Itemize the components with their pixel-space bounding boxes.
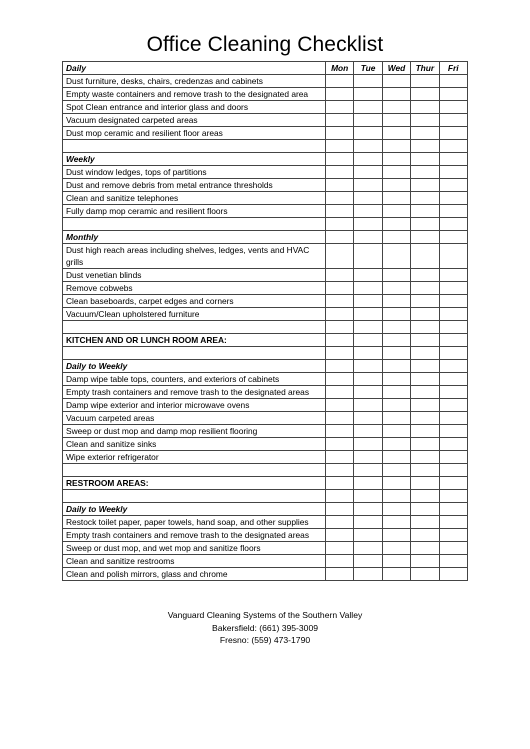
footer-bakersfield-phone: Bakersfield: (661) 395-3009: [211, 622, 319, 633]
check-cell-fri[interactable]: [439, 166, 467, 179]
check-cell-thur[interactable]: [411, 127, 439, 140]
task-label: Wipe exterior refrigerator: [63, 451, 326, 464]
check-cell-fri[interactable]: [439, 425, 467, 438]
check-cell-wed[interactable]: [382, 542, 410, 555]
check-cell-thur: [411, 321, 439, 334]
task-row: [63, 295, 468, 308]
check-cell-thur[interactable]: [411, 542, 439, 555]
task-row: [63, 114, 468, 127]
check-cell-tue[interactable]: [354, 542, 382, 555]
check-cell-wed: [382, 153, 410, 166]
task-row: [63, 568, 468, 581]
task-label: Sweep or dust mop, and wet mop and sanitize floors: [63, 542, 326, 555]
check-cell-mon[interactable]: [326, 516, 354, 529]
check-cell-wed[interactable]: [382, 244, 410, 269]
section-row: [63, 153, 468, 166]
check-cell-fri[interactable]: [439, 75, 467, 88]
blank-row: [63, 490, 468, 503]
check-cell-wed: [382, 464, 410, 477]
check-cell-mon: [326, 321, 354, 334]
task-row: [63, 166, 468, 179]
check-cell-fri[interactable]: [439, 101, 467, 114]
check-cell-thur[interactable]: [411, 101, 439, 114]
check-cell-tue[interactable]: [354, 555, 382, 568]
check-cell-tue[interactable]: [354, 166, 382, 179]
check-cell-thur: [411, 490, 439, 503]
check-cell-tue[interactable]: [354, 101, 382, 114]
task-row: [63, 399, 468, 412]
section-label: Daily to Weekly: [63, 360, 326, 373]
check-cell-tue: [354, 503, 382, 516]
check-cell-wed[interactable]: [382, 555, 410, 568]
check-cell-wed[interactable]: [382, 205, 410, 218]
check-cell-mon: [326, 490, 354, 503]
check-cell-tue: [354, 464, 382, 477]
task-label: Spot Clean entrance and interior glass and doors: [63, 101, 326, 114]
check-cell-fri[interactable]: [439, 127, 467, 140]
task-label: Vacuum designated carpeted areas: [63, 114, 326, 127]
area-row: [63, 334, 468, 347]
check-cell-wed: [382, 334, 410, 347]
check-cell-mon: [326, 334, 354, 347]
blank-row: [63, 140, 468, 153]
check-cell-thur: [411, 503, 439, 516]
check-cell-thur: [411, 360, 439, 373]
section-row: [63, 503, 468, 516]
check-cell-mon[interactable]: [326, 269, 354, 282]
blank-cell: [63, 490, 326, 503]
check-cell-thur[interactable]: [411, 88, 439, 101]
check-cell-fri[interactable]: [439, 412, 467, 425]
check-cell-tue[interactable]: [354, 438, 382, 451]
check-cell-thur: [411, 231, 439, 244]
task-row: [63, 451, 468, 464]
check-cell-wed: [382, 360, 410, 373]
page-title: Office Cleaning Checklist: [146, 33, 384, 56]
check-cell-mon: [326, 153, 354, 166]
task-label: Restock toilet paper, paper towels, hand soap, and other supplies: [63, 516, 326, 529]
check-cell-mon[interactable]: [326, 244, 354, 269]
check-cell-tue[interactable]: [354, 295, 382, 308]
blank-cell: [63, 218, 326, 231]
section-row: [63, 62, 468, 75]
check-cell-thur: [411, 464, 439, 477]
check-cell-mon[interactable]: [326, 75, 354, 88]
check-cell-tue[interactable]: [354, 529, 382, 542]
task-label: Clean and polish mirrors, glass and chrome: [63, 568, 326, 581]
check-cell-fri[interactable]: [439, 308, 467, 321]
check-cell-thur[interactable]: [411, 269, 439, 282]
task-label: Empty trash containers and remove trash to the designated areas: [63, 386, 326, 399]
check-cell-thur[interactable]: [411, 425, 439, 438]
task-row: [63, 425, 468, 438]
check-cell-thur[interactable]: [411, 555, 439, 568]
check-cell-fri[interactable]: [439, 542, 467, 555]
check-cell-fri: [439, 464, 467, 477]
section-label: Monthly: [63, 231, 326, 244]
check-cell-tue[interactable]: [354, 373, 382, 386]
check-cell-wed: [382, 321, 410, 334]
task-label: Fully damp mop ceramic and resilient floors: [63, 205, 326, 218]
task-label: Clean and sanitize sinks: [63, 438, 326, 451]
task-row: [63, 516, 468, 529]
check-cell-mon[interactable]: [326, 542, 354, 555]
check-cell-wed[interactable]: [382, 75, 410, 88]
check-cell-tue[interactable]: [354, 451, 382, 464]
day-header-tue: Tue: [354, 62, 382, 75]
day-header-fri: Fri: [439, 62, 467, 75]
check-cell-wed[interactable]: [382, 451, 410, 464]
check-cell-mon: [326, 231, 354, 244]
check-cell-wed: [382, 347, 410, 360]
check-cell-mon[interactable]: [326, 114, 354, 127]
task-label: Dust venetian blinds: [63, 269, 326, 282]
check-cell-wed[interactable]: [382, 568, 410, 581]
checklist-body: [63, 62, 468, 581]
task-row: [63, 282, 468, 295]
task-row: [63, 373, 468, 386]
check-cell-mon[interactable]: [326, 295, 354, 308]
task-row: [63, 269, 468, 282]
check-cell-fri: [439, 218, 467, 231]
check-cell-fri: [439, 334, 467, 347]
check-cell-fri[interactable]: [439, 568, 467, 581]
check-cell-thur: [411, 477, 439, 490]
check-cell-mon[interactable]: [326, 308, 354, 321]
check-cell-wed[interactable]: [382, 386, 410, 399]
check-cell-mon: [326, 218, 354, 231]
check-cell-thur[interactable]: [411, 295, 439, 308]
task-label: Sweep or dust mop and damp mop resilient flooring: [63, 425, 326, 438]
check-cell-mon[interactable]: [326, 529, 354, 542]
check-cell-mon[interactable]: [326, 179, 354, 192]
check-cell-tue[interactable]: [354, 282, 382, 295]
check-cell-thur[interactable]: [411, 308, 439, 321]
check-cell-tue: [354, 218, 382, 231]
check-cell-mon: [326, 464, 354, 477]
day-header-mon: Mon: [326, 62, 354, 75]
check-cell-tue[interactable]: [354, 114, 382, 127]
task-row: [63, 179, 468, 192]
section-label: Daily to Weekly: [63, 503, 326, 516]
check-cell-tue[interactable]: [354, 425, 382, 438]
check-cell-wed[interactable]: [382, 114, 410, 127]
footer: [0, 609, 530, 647]
check-cell-thur[interactable]: [411, 568, 439, 581]
check-cell-mon: [326, 347, 354, 360]
check-cell-mon[interactable]: [326, 192, 354, 205]
task-row: [63, 412, 468, 425]
check-cell-wed: [382, 503, 410, 516]
check-cell-wed[interactable]: [382, 166, 410, 179]
section-label: Daily: [63, 62, 326, 75]
check-cell-fri: [439, 231, 467, 244]
check-cell-tue[interactable]: [354, 412, 382, 425]
check-cell-wed: [382, 490, 410, 503]
check-cell-fri: [439, 321, 467, 334]
check-cell-tue[interactable]: [354, 269, 382, 282]
check-cell-fri: [439, 153, 467, 166]
footer-fresno-phone: Fresno: (559) 473-1790: [219, 635, 311, 645]
check-cell-mon[interactable]: [326, 101, 354, 114]
check-cell-fri[interactable]: [439, 451, 467, 464]
check-cell-wed: [382, 140, 410, 153]
check-cell-tue[interactable]: [354, 192, 382, 205]
check-cell-mon[interactable]: [326, 88, 354, 101]
check-cell-thur[interactable]: [411, 412, 439, 425]
check-cell-tue: [354, 231, 382, 244]
check-cell-thur[interactable]: [411, 451, 439, 464]
check-cell-tue: [354, 334, 382, 347]
check-cell-fri[interactable]: [439, 192, 467, 205]
check-cell-mon: [326, 360, 354, 373]
section-label: Weekly: [63, 153, 326, 166]
task-label: Clean and sanitize restrooms: [63, 555, 326, 568]
check-cell-mon: [326, 477, 354, 490]
check-cell-thur[interactable]: [411, 529, 439, 542]
check-cell-tue[interactable]: [354, 179, 382, 192]
check-cell-wed: [382, 231, 410, 244]
check-cell-wed[interactable]: [382, 425, 410, 438]
section-row: [63, 360, 468, 373]
task-label: Empty trash containers and remove trash to the designated areas: [63, 529, 326, 542]
day-header-thur: Thur: [411, 62, 439, 75]
section-row: [63, 231, 468, 244]
blank-row: [63, 321, 468, 334]
check-cell-thur[interactable]: [411, 373, 439, 386]
task-label: Clean and sanitize telephones: [63, 192, 326, 205]
check-cell-tue[interactable]: [354, 88, 382, 101]
task-label: Dust window ledges, tops of partitions: [63, 166, 326, 179]
task-label: Dust and remove debris from metal entrance thresholds: [63, 179, 326, 192]
area-label: RESTROOM AREAS:: [63, 477, 326, 490]
check-cell-tue[interactable]: [354, 127, 382, 140]
check-cell-thur[interactable]: [411, 282, 439, 295]
check-cell-mon: [326, 140, 354, 153]
check-cell-mon[interactable]: [326, 568, 354, 581]
task-row: [63, 127, 468, 140]
task-label: Damp wipe table tops, counters, and exteriors of cabinets: [63, 373, 326, 386]
check-cell-tue: [354, 153, 382, 166]
check-cell-fri: [439, 140, 467, 153]
blank-row: [63, 464, 468, 477]
check-cell-wed[interactable]: [382, 282, 410, 295]
check-cell-tue: [354, 490, 382, 503]
check-cell-mon[interactable]: [326, 412, 354, 425]
task-label: Damp wipe exterior and interior microwave ovens: [63, 399, 326, 412]
check-cell-fri[interactable]: [439, 438, 467, 451]
task-label: Vacuum/Clean upholstered furniture: [63, 308, 326, 321]
task-row: [63, 192, 468, 205]
task-row: [63, 75, 468, 88]
check-cell-tue: [354, 347, 382, 360]
check-cell-thur[interactable]: [411, 386, 439, 399]
check-cell-fri[interactable]: [439, 555, 467, 568]
check-cell-fri[interactable]: [439, 295, 467, 308]
area-row: [63, 477, 468, 490]
check-cell-wed[interactable]: [382, 88, 410, 101]
check-cell-fri[interactable]: [439, 88, 467, 101]
blank-row: [63, 218, 468, 231]
check-cell-tue[interactable]: [354, 308, 382, 321]
check-cell-thur: [411, 218, 439, 231]
check-cell-thur[interactable]: [411, 192, 439, 205]
check-cell-fri: [439, 503, 467, 516]
check-cell-wed[interactable]: [382, 516, 410, 529]
check-cell-fri[interactable]: [439, 205, 467, 218]
task-row: [63, 542, 468, 555]
check-cell-wed: [382, 218, 410, 231]
check-cell-mon[interactable]: [326, 425, 354, 438]
check-cell-fri[interactable]: [439, 399, 467, 412]
check-cell-mon[interactable]: [326, 127, 354, 140]
check-cell-wed: [382, 477, 410, 490]
check-cell-wed[interactable]: [382, 529, 410, 542]
check-cell-tue[interactable]: [354, 75, 382, 88]
day-header-wed: Wed: [382, 62, 410, 75]
check-cell-tue[interactable]: [354, 399, 382, 412]
footer-company: Vanguard Cleaning Systems of the Southern Valley: [167, 610, 363, 620]
check-cell-thur: [411, 334, 439, 347]
check-cell-fri: [439, 477, 467, 490]
check-cell-tue: [354, 477, 382, 490]
check-cell-tue[interactable]: [354, 568, 382, 581]
check-cell-tue[interactable]: [354, 386, 382, 399]
check-cell-wed[interactable]: [382, 295, 410, 308]
blank-cell: [63, 321, 326, 334]
task-label: Dust furniture, desks, chairs, credenzas and cabinets: [63, 75, 326, 88]
check-cell-thur: [411, 153, 439, 166]
check-cell-mon[interactable]: [326, 555, 354, 568]
task-label: Dust high reach areas including shelves, ledges, vents and HVAC grills: [63, 244, 326, 269]
task-row: [63, 555, 468, 568]
check-cell-fri[interactable]: [439, 516, 467, 529]
check-cell-fri[interactable]: [439, 282, 467, 295]
check-cell-fri[interactable]: [439, 386, 467, 399]
area-label: KITCHEN AND OR LUNCH ROOM AREA:: [63, 334, 326, 347]
check-cell-tue[interactable]: [354, 205, 382, 218]
task-row: [63, 438, 468, 451]
task-label: Clean baseboards, carpet edges and corners: [63, 295, 326, 308]
check-cell-wed[interactable]: [382, 269, 410, 282]
check-cell-mon[interactable]: [326, 399, 354, 412]
check-cell-mon[interactable]: [326, 451, 354, 464]
check-cell-thur[interactable]: [411, 205, 439, 218]
check-cell-wed[interactable]: [382, 308, 410, 321]
check-cell-mon: [326, 503, 354, 516]
check-cell-thur: [411, 140, 439, 153]
check-cell-mon[interactable]: [326, 438, 354, 451]
task-label: Remove cobwebs: [63, 282, 326, 295]
check-cell-thur[interactable]: [411, 244, 439, 269]
task-label: Dust mop ceramic and resilient floor areas: [63, 127, 326, 140]
task-row: [63, 529, 468, 542]
check-cell-thur[interactable]: [411, 516, 439, 529]
task-row: [63, 88, 468, 101]
blank-cell: [63, 347, 326, 360]
check-cell-mon[interactable]: [326, 282, 354, 295]
task-row: [63, 244, 468, 269]
check-cell-mon[interactable]: [326, 373, 354, 386]
check-cell-wed[interactable]: [382, 192, 410, 205]
check-cell-fri[interactable]: [439, 269, 467, 282]
check-cell-fri[interactable]: [439, 179, 467, 192]
check-cell-fri: [439, 490, 467, 503]
check-cell-wed[interactable]: [382, 179, 410, 192]
check-cell-thur: [411, 347, 439, 360]
blank-row: [63, 347, 468, 360]
check-cell-fri[interactable]: [439, 114, 467, 127]
check-cell-wed[interactable]: [382, 101, 410, 114]
task-label: Vacuum carpeted areas: [63, 412, 326, 425]
task-row: [63, 386, 468, 399]
task-row: [63, 101, 468, 114]
check-cell-tue: [354, 140, 382, 153]
check-cell-tue[interactable]: [354, 516, 382, 529]
check-cell-wed[interactable]: [382, 127, 410, 140]
check-cell-fri[interactable]: [439, 244, 467, 269]
task-label: Empty waste containers and remove trash to the designated area: [63, 88, 326, 101]
check-cell-fri[interactable]: [439, 529, 467, 542]
check-cell-wed[interactable]: [382, 412, 410, 425]
check-cell-thur[interactable]: [411, 179, 439, 192]
check-cell-thur[interactable]: [411, 75, 439, 88]
check-cell-fri[interactable]: [439, 373, 467, 386]
check-cell-wed[interactable]: [382, 438, 410, 451]
check-cell-thur[interactable]: [411, 114, 439, 127]
blank-cell: [63, 140, 326, 153]
check-cell-wed[interactable]: [382, 373, 410, 386]
check-cell-thur[interactable]: [411, 399, 439, 412]
check-cell-thur[interactable]: [411, 438, 439, 451]
task-row: [63, 308, 468, 321]
task-row: [63, 205, 468, 218]
check-cell-mon[interactable]: [326, 205, 354, 218]
blank-cell: [63, 464, 326, 477]
check-cell-tue: [354, 360, 382, 373]
check-cell-mon[interactable]: [326, 166, 354, 179]
check-cell-wed[interactable]: [382, 399, 410, 412]
checklist-table: [62, 61, 468, 581]
check-cell-thur[interactable]: [411, 166, 439, 179]
check-cell-fri: [439, 360, 467, 373]
check-cell-fri: [439, 347, 467, 360]
check-cell-tue[interactable]: [354, 244, 382, 269]
check-cell-tue: [354, 321, 382, 334]
check-cell-mon[interactable]: [326, 386, 354, 399]
